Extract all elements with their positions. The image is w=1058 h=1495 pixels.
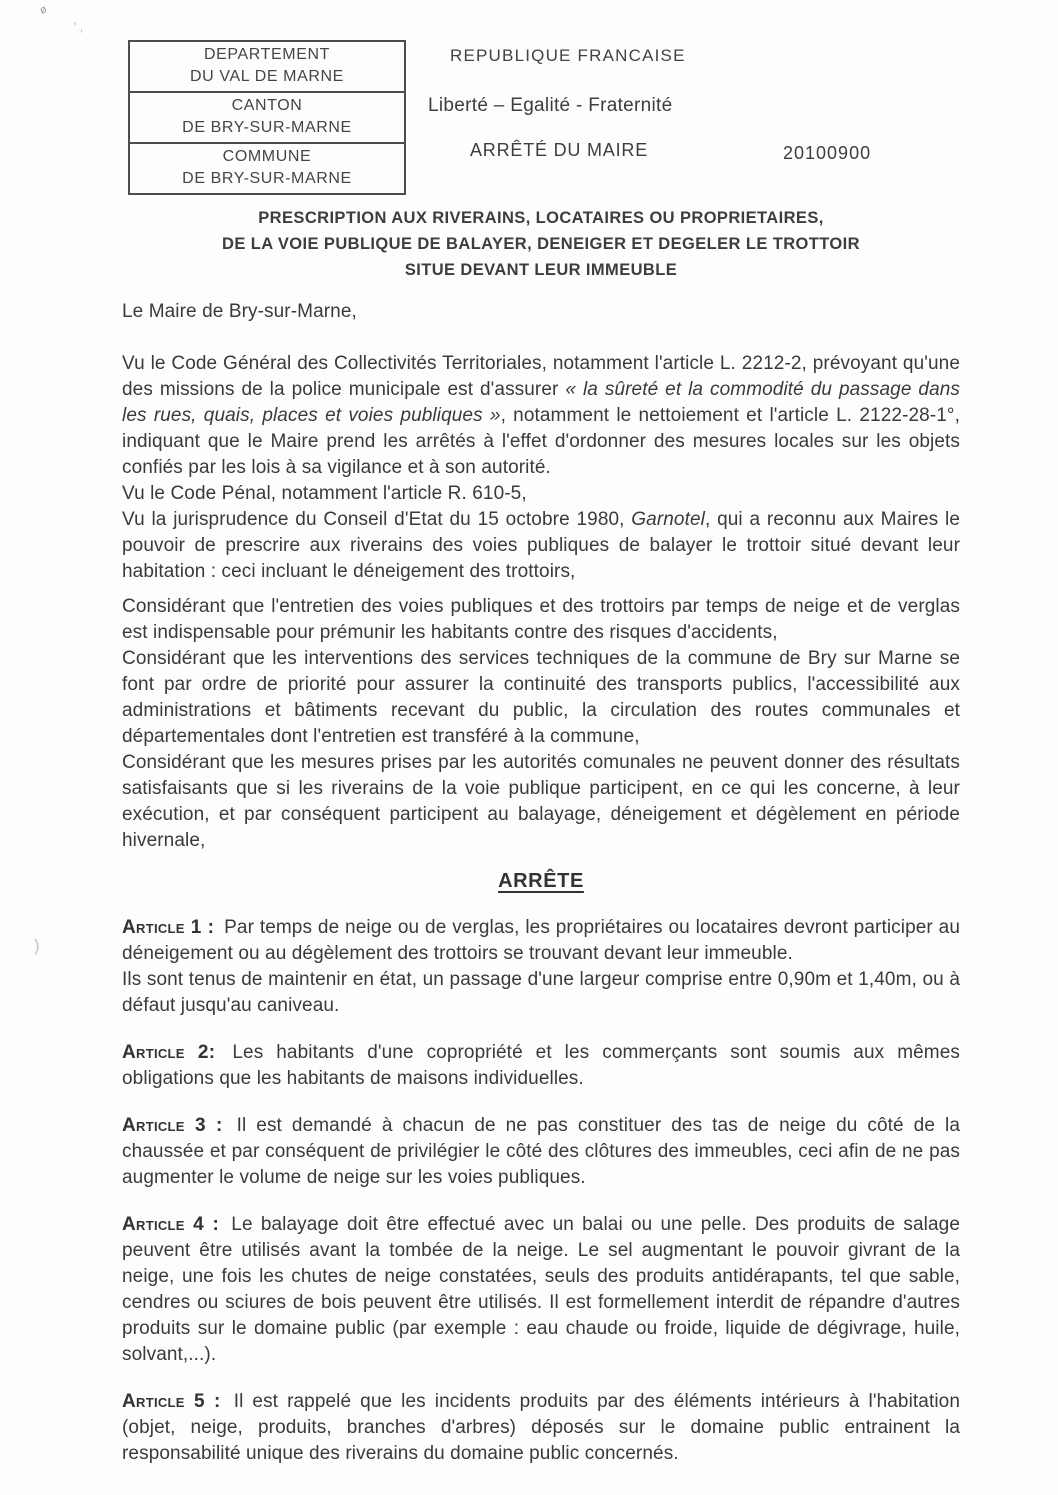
article-5 [122, 1389, 960, 1467]
article-2-text: Les habitants d'une copropriété et les commerçants sont soumis aux mêmes obligations que les habitants de maisons individuelles. [122, 1042, 960, 1089]
article-3 [122, 1113, 960, 1191]
article-4-text: Le balayage doit être effectué avec un balai ou une pelle. Des produits de salage peuvent être utilisés avant la tombée de la neige. Le sel augmentant le pouvoir givrant de la neige, une fois les chutes de neige constatées, seuls des produits antidérapants, tel que sable, cendres ou sciures de bois peuvent être utilisés. Il est formellement interdit de répandre d'autres produits sur le domaine public (par exemple : eau chaude ou froide, liquide de dégivrage, huile, solvant,...). [122, 1214, 960, 1365]
canton-label: CANTON [231, 97, 303, 114]
article-1-text: Par temps de neige ou de verglas, les propriétaires ou locataires devront participer au déneigement ou au dégèlement des trottoirs se trouvant devant leur immeuble. [122, 917, 960, 964]
recital-vu-code-penal: Vu le Code Pénal, notamment l'article R. 610-5, [122, 483, 527, 504]
article-5-text: Il est rappelé que les incidents produits par des éléments intérieurs à l'habitation (objet, neige, produits, branches d'arbres) déposés sur le domaine public entrainent la responsabilité unique des riverains du domaine public concernés. [122, 1391, 960, 1464]
recital-vu-jurisprudence [122, 507, 960, 585]
title-line-3: SITUE DEVANT LEUR IMMEUBLE [404, 261, 678, 279]
recital-jurisprudence-post: , qui a reconnu aux Maires le pouvoir de prescrire aux riverains des voies publiques de balayer le trottoir situé devant leur habitation : ceci incluant le déneigement des trottoirs, [122, 509, 961, 582]
commune-cell [130, 144, 404, 193]
department-label: DEPARTEMENT [203, 46, 331, 63]
recital-considerant-1: Considérant que l'entretien des voies publiques et des trottoirs par temps de neige et de verglas est indispensable pour prémunir les habitants contre des risques d'accidents, [122, 596, 960, 643]
department-cell [130, 42, 404, 93]
commune-label: COMMUNE [222, 148, 312, 165]
article-3-text: Il est demandé à chacun de ne pas constituer des tas de neige du côté de la chaussée et par conséquent de privilégier le côté des clôtures des immeubles, ceci afin de ne pas augmenter le volume de neige sur les voies publiques. [122, 1115, 960, 1188]
scan-artifact: ' , [74, 20, 83, 34]
scan-artifact: ) [34, 936, 40, 955]
document-title [122, 205, 960, 283]
article-1-label: Article 1 : [122, 917, 215, 938]
administrative-header-box [128, 40, 406, 195]
salutation: Le Maire de Bry-sur-Marne, [122, 301, 357, 322]
recital-vu-cgct [122, 351, 960, 481]
recital-vu-cgct-pre: Vu le Code Général des Collectivités Territoriales, notamment l'article L. 2212-2, prévoyant qu'une des missions de la police municipale est d'assurer [122, 353, 960, 400]
recital-vu-cgct-post: , notamment le nettoiement et l'article L. 2122-28-1°, indiquant que le Maire prend les arrêtés à l'effet d'ordonner des mesures locales sur les objets confiés par les lois à sa vigilance et à son autorité. [122, 405, 960, 478]
republic-heading: REPUBLIQUE FRANCAISE [450, 46, 686, 65]
article-5-label: Article 5 : [122, 1391, 221, 1412]
national-motto: Liberté – Egalité - Fraternité [428, 95, 673, 116]
recital-jurisprudence-pre: Vu la jurisprudence du Conseil d'Etat du 15 octobre 1980, [122, 509, 632, 530]
title-line-2: DE LA VOIE PUBLIQUE DE BALAYER, DENEIGER ET DEGELER LE TROTTOIR [222, 235, 860, 253]
article-1-text-2: Ils sont tenus de maintenir en état, un passage d'une largeur comprise entre 0,90m et 1,40m, ou à défaut jusqu'au caniveau. [122, 969, 960, 1016]
article-1 [122, 915, 960, 967]
canton-cell [130, 93, 404, 144]
recital-vu-cgct-quote: « la sûreté et la commodité du passage dans les rues, quais, places et voies publiques » [122, 379, 961, 426]
title-line-1: PRESCRIPTION AUX RIVERAINS, LOCATAIRES OU PROPRIETAIRES, [258, 209, 824, 227]
scan-artifact: ø [38, 3, 49, 17]
document-number: 20100900 [783, 143, 872, 163]
department-name: DU VAL DE MARNE [190, 68, 344, 85]
decree-heading: ARRÊTE [498, 870, 584, 892]
article-2-label: Article 2: [122, 1042, 216, 1063]
document-type: ARRÊTÉ DU MAIRE [470, 140, 649, 160]
recital-considerant-2: Considérant que les interventions des services techniques de la commune de Bry sur Marne se font par ordre de priorité pour assurer la continuité des transports publics, l'accessibilité aux administrations et bâtiments recevant du public, la circulation des routes communales et départementales dont l'entretien est transféré à la commune, [122, 648, 960, 747]
article-4 [122, 1212, 960, 1368]
recital-jurisprudence-case: Garnotel [631, 509, 705, 530]
commune-name: DE BRY-SUR-MARNE [182, 170, 352, 187]
article-2 [122, 1040, 960, 1092]
document-body [122, 205, 960, 1467]
recital-considerant-3: Considérant que les mesures prises par les autorités comunales ne peuvent donner des résultats satisfaisants que si les riverains de la voie publique participent, en ce qui les concerne, à leur exécution, et par conséquent participent au balayage, déneigement et dégèlement en période hivernale, [122, 752, 960, 851]
article-4-label: Article 4 : [122, 1214, 220, 1235]
canton-name: DE BRY-SUR-MARNE [182, 119, 352, 136]
article-3-label: Article 3 : [122, 1115, 223, 1136]
